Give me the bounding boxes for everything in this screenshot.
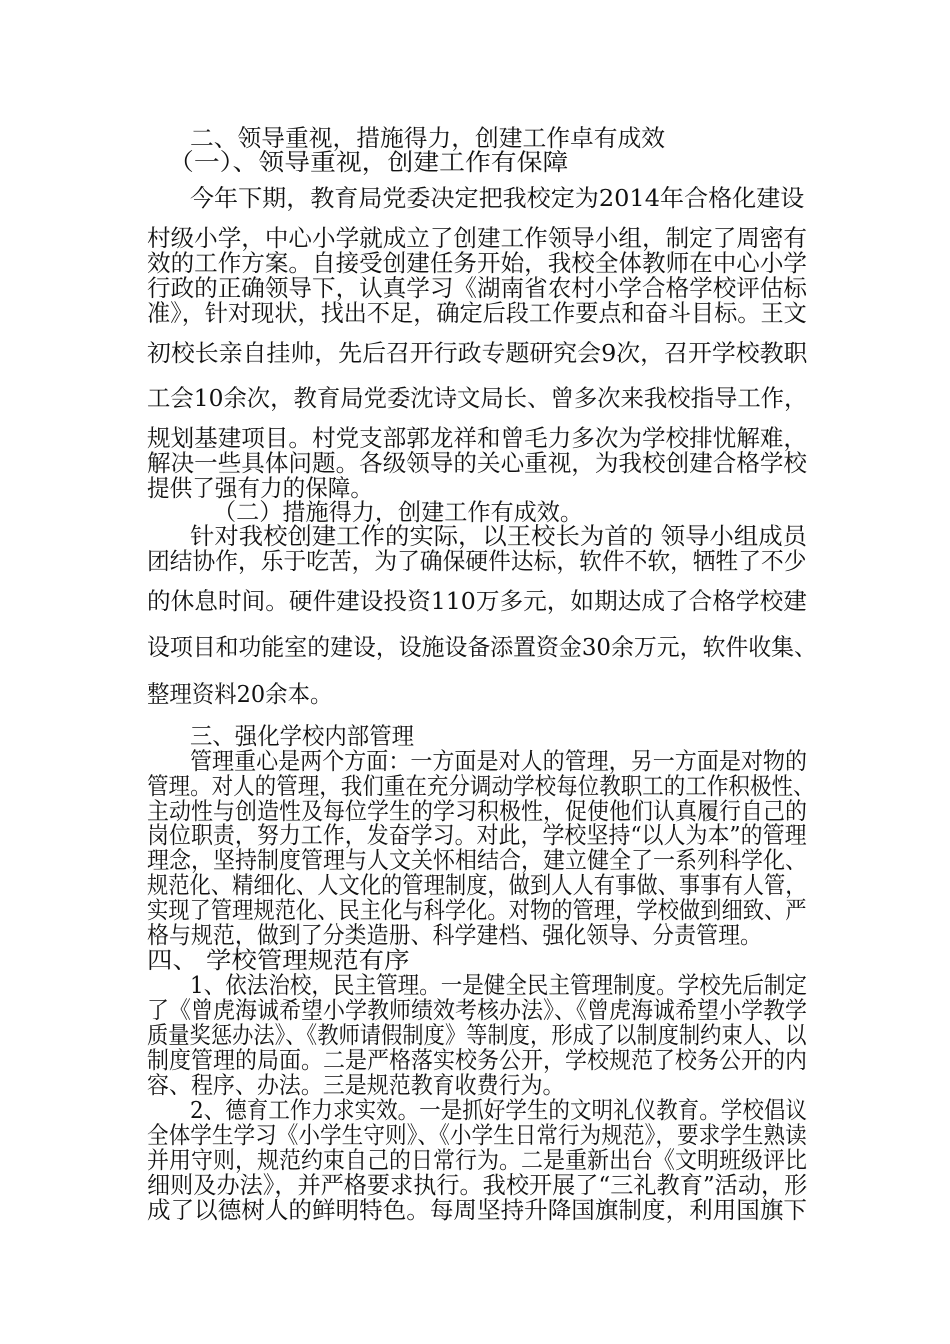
paragraph-line: 设项目和功能室的建设，设施设备添置资金30余万元，软件收集、 — [147, 633, 817, 661]
paragraph-line: 的休息时间。硬件建设投资110万多元，如期达成了合格学校建 — [147, 587, 807, 615]
paragraph-line: 解决一些具体问题。各级领导的关心重视，为我校创建合格学校 — [147, 449, 807, 477]
paragraph-line: 提供了强有力的保障。 — [147, 474, 373, 502]
section-heading-4: 四、 学校管理规范有序 — [147, 946, 410, 974]
paragraph-line: 全体学生学习《小学生守则》、《小学生日常行为规范》，要求学生熟读 — [147, 1121, 807, 1149]
paragraph-line: 细则及办法》，并严格要求执行。我校开展了“三礼教育”活动，形 — [147, 1171, 808, 1199]
paragraph-line: 准》，针对现状，找出不足，确定后段工作要点和奋斗目标。王文 — [147, 299, 807, 327]
paragraph-line: 理念，坚持制度管理与人文关怀相结合，建立健全了一系列科学化、 — [147, 846, 807, 874]
section-heading-2: 二、领导重视，措施得力，创建工作卓有成效 — [190, 124, 665, 152]
paragraph-line: 并用守则，规范约束自己的日常行为。二是重新出台《文明班级评比 — [147, 1146, 807, 1174]
paragraph-line: 针对我校创建工作的实际，以王校长为首的 领导小组成员 — [190, 522, 807, 550]
paragraph-line: 规划基建项目。村党支部郭龙祥和曾毛力多次为学校排忧解难， — [147, 424, 807, 452]
paragraph-line: 管理。对人的管理，我们重在充分调动学校每位教职工的工作积极性、 — [147, 772, 815, 800]
paragraph-line: 工会10余次，教育局党委沈诗文局长、曾多次来我校指导工作， — [147, 384, 808, 412]
paragraph-line: 实现了管理规范化、民主化与科学化。对物的管理，学校做到细致、严 — [147, 896, 807, 924]
subsection-heading-2-2: （二）措施得力，创建工作有成效。 — [213, 498, 583, 526]
paragraph-line: 初校长亲自挂帅，先后召开行政专题研究会9次，召开学校教职 — [147, 339, 808, 367]
paragraph-line: 主动性与创造性及每位学生的学习积极性，促使他们认真履行自己的 — [147, 797, 807, 825]
paragraph-line: 2、德育工作力求实效。一是抓好学生的文明礼仪教育。学校倡议 — [190, 1096, 807, 1124]
paragraph-line: 容、程序、办法。三是规范教育收费行为。 — [147, 1071, 565, 1099]
paragraph-line: 质量奖惩办法》、《教师请假制度》等制度，形成了以制度制约束人、以 — [147, 1021, 807, 1049]
section-heading-3: 三、强化学校内部管理 — [190, 722, 414, 750]
paragraph-line: 团结协作，乐于吃苦，为了确保硬件达标，软件不软，牺牲了不少 — [147, 547, 807, 575]
paragraph-line: 成了以德树人的鲜明特色。每周坚持升降国旗制度，利用国旗下 — [147, 1196, 807, 1224]
paragraph-line: 效的工作方案。自接受创建任务开始，我校全体教师在中心小学 — [147, 249, 807, 277]
subsection-heading-2-1: （一）、领导重视，创建工作有保障 — [168, 148, 569, 176]
paragraph-line: 制度管理的局面。二是严格落实校务公开，学校规范了校务公开的内 — [147, 1046, 807, 1074]
paragraph-line: 行政的正确领导下，认真学习《湖南省农村小学合格学校评估标 — [147, 274, 807, 302]
paragraph-line: 村级小学，中心小学就成立了创建工作领导小组，制定了周密有 — [147, 224, 807, 252]
paragraph-line: 规范化、精细化、人文化的管理制度，做到人人有事做、事事有人管， — [147, 871, 807, 899]
paragraph-line: 了《曾虎海诚希望小学教师绩效考核办法》、《曾虎海诚希望小学教学 — [147, 996, 807, 1024]
paragraph-line: 今年下期，教育局党委决定把我校定为2014年合格化建设 — [190, 184, 805, 212]
paragraph-line: 整理资料20余本。 — [147, 680, 333, 708]
paragraph-line: 岗位职责，努力工作，发奋学习。对此，学校坚持“以人为本”的管理 — [147, 821, 807, 849]
paragraph-line: 管理重心是两个方面：一方面是对人的管理，另一方面是对物的 — [190, 747, 807, 775]
paragraph-line: 格与规范，做到了分类造册、科学建档、强化领导、分责管理。 — [147, 921, 762, 949]
paragraph-line: 1、依法治校，民主管理。一是健全民主管理制度。学校先后制定 — [190, 971, 807, 999]
